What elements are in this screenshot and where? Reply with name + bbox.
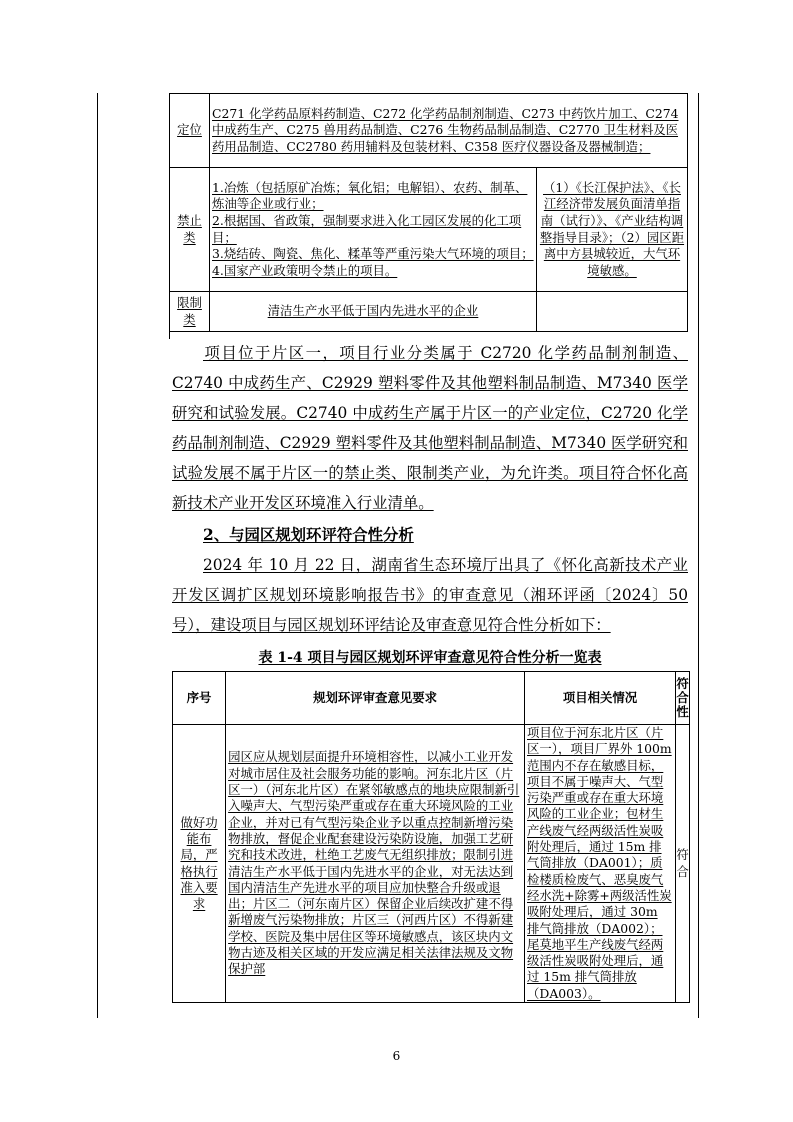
row-label-prohibited: 禁止类	[170, 168, 210, 292]
table-row	[170, 292, 688, 332]
positioning-text: C271 化学药品原料药制造、C272 化学药品制剂制造、C273 中药饮片加工、C274 中成药生产、C275 兽用药品制造、C276 生物药品制品制造、C2770 卫生材料及医药用品制造、CC2780 药用辅料及包装材料、C358 医疗仪器设备及器械制造；	[210, 94, 688, 168]
table-row	[170, 94, 688, 168]
table-row	[170, 168, 688, 292]
industry-access-table	[169, 93, 688, 332]
prohibited-item: 1.冶炼（包括原矿冶炼；氧化铝；电解铝）、农药、制革、炼油等企业或行业；	[212, 179, 528, 212]
row-label-restricted: 限制类	[170, 292, 210, 332]
table-row	[173, 725, 690, 1003]
page-number: 6	[392, 1049, 401, 1063]
header-situation: 项目相关情况	[525, 672, 676, 725]
header-compliance: 符合性	[676, 672, 690, 725]
compliance-table	[172, 671, 690, 1003]
prohibited-items	[210, 168, 537, 292]
table-caption: 表 1-4 项目与园区规划环评审查意见符合性分析一览表	[258, 650, 602, 666]
header-requirement: 规划环评审查意见要求	[226, 672, 525, 725]
row-requirement: 园区应从规划层面提升环境相容性，以减小工业开发对城市居住及社会服务功能的影响。河东北片区（片区一）（河东北片区）在紧邻敏感点的地块应限制新引入噪声大、气型污染严重或存在重大环境风险的工业企业，并对已有气型污染企业予以重点控制新增污染物排放，督促企业配套建设污染防设施，加强工艺研究和技术改进，杜绝工艺废气无组织排放；限制引进清洁生产水平低于国内先进水平的企业，对无法达到国内清洁生产先进水平的项目应加快整合升级或退出；片区二（河东南片区）保留企业后续改扩建不得新增废气污染物排放；片区三（河西片区）不得新建学校、医院及集中居住区等环境敏感点，该区块内文物古迹及相关区域的开发应满足相关法律法规及文物保护部	[226, 725, 525, 1003]
row-seq: 做好功能布局，严格执行准入要求	[173, 725, 226, 1003]
prohibited-basis: （1）《长江保护法》、《长江经济带发展负面清单指南（试行）》、《产业结构调整指导目录》；（2）园区距离中方县城较近，大气环境敏感。	[537, 168, 688, 292]
row-label-positioning: 定位	[170, 94, 210, 168]
restricted-text: 清洁生产水平低于国内先进水平的企业	[210, 292, 537, 332]
row-situation: 项目位于河东北片区（片区一），项目厂界外 100m 范围内不存在敏感目标，项目不属于噪声大、气型污染严重或存在重大环境风险的工业企业；包材生产线废气经两级活性炭吸附处理后，通过 15m 排气筒排放（DA001）；质检楼质检废气、恶臭废气经水洗+除雾+两级活性炭吸附处理后，通过 30m 排气筒排放（DA002）；尾莫地平生产线废气经两级活性炭吸附处理后，通过 15m 排气筒排放（DA003）。	[525, 725, 676, 1003]
review-opinion-paragraph: 2024 年 10 月 22 日，湖南省生态环境厅出具了《怀化高新技术产业开发区调扩区规划环境影响报告书》的审查意见（湘环评函〔2024〕50 号），建设项目与园区规划环评结论及审查意见符合性分析如下：	[172, 556, 688, 634]
table-header-row	[173, 672, 690, 725]
prohibited-item: 2.根据国、省政策，强制要求进入化工园区发展的化工项目；	[212, 212, 522, 245]
section-heading: 2、与园区规划环评符合性分析	[203, 526, 414, 544]
restricted-empty-cell	[537, 292, 688, 332]
header-seq: 序号	[173, 672, 226, 725]
prohibited-item: 3.烧结砖、陶瓷、焦化、糅革等严重污染大气环境的项目；	[212, 246, 534, 262]
prohibited-item: 4.国家产业政策明令禁止的项目。	[212, 262, 398, 278]
row-compliance: 符合	[676, 725, 690, 1003]
industry-analysis-paragraph: 项目位于片区一，项目行业分类属于 C2720 化学药品制剂制造、C2740 中成药生产、C2929 塑料零件及其他塑料制品制造、M7340 医学研究和试验发展。C2740 中成药生产属于片区一的产业定位，C2720 化学药品制剂制造、C2929 塑料零件及其他塑料制品制造、M7340 医学研究和试验发展不属于片区一的禁止类、限制类产业，为允许类。项目符合怀化高新技术产业开发区环境准入行业清单。	[172, 344, 688, 512]
